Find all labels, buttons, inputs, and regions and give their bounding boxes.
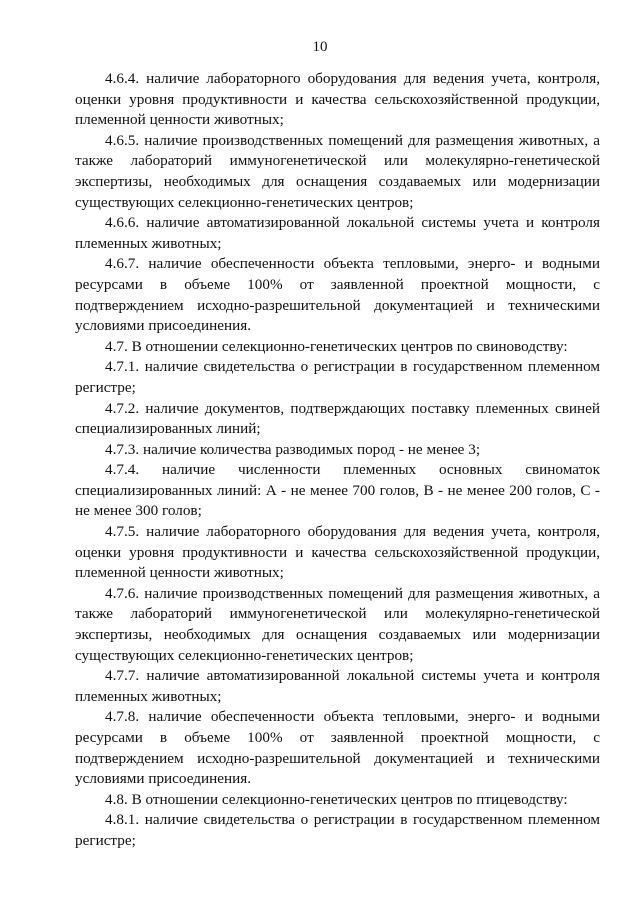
paragraph-4-6-4: 4.6.4. наличие лабораторного оборудования для ведения учета, контроля, оценки уровня продуктивности и качества сельскохозяйственной продукции, племенной ценности животных;	[75, 70, 600, 129]
paragraph-4-8: 4.8. В отношении селекционно-генетических центров по птицеводству:	[105, 790, 568, 808]
page-number: 10	[312, 39, 328, 55]
paragraph-4-7: 4.7. В отношении селекционно-генетических центров по свиноводству:	[105, 337, 568, 355]
paragraph-4-6-7: 4.6.7. наличие обеспеченности объекта тепловыми, энерго- и водными ресурсами в объеме 100% от заявленной проектной мощности, с подтверждением исходно-разрешительной документацией и техническими условиями присоединения.	[75, 255, 600, 335]
paragraph-4-7-8: 4.7.8. наличие обеспеченности объекта тепловыми, энерго- и водными ресурсами в объеме 100% от заявленной проектной мощности, с подтверждением исходно-разрешительной документацией и техническими условиями присоединения.	[75, 708, 600, 788]
paragraph-4-7-6: 4.7.6. наличие производственных помещений для размещения животных, а также лабораторий иммуногенетической или молекулярно-генетической экспертизы, необходимых для оснащения создаваемых или модернизации существующих селекционно-генетических центров;	[75, 584, 600, 664]
paragraph-4-7-3: 4.7.3. наличие количества разводимых пород - не менее 3;	[105, 440, 481, 458]
paragraph-4-6-5: 4.6.5. наличие производственных помещений для размещения животных, а также лабораторий иммуногенетической или молекулярно-генетической экспертизы, необходимых для оснащения создаваемых или модернизации существующих селекционно-генетических центров;	[75, 131, 600, 211]
paragraph-4-6-6: 4.6.6. наличие автоматизированной локальной системы учета и контроля племенных животных;	[75, 214, 600, 252]
document-body	[75, 69, 600, 852]
paragraph-4-7-7: 4.7.7. наличие автоматизированной локальной системы учета и контроля племенных животных;	[75, 667, 600, 705]
paragraph-4-7-2: 4.7.2. наличие документов, подтверждающих поставку племенных свиней специализированных линий;	[75, 399, 600, 438]
paragraph-4-8-1: 4.8.1. наличие свидетельства о регистрации в государственном племенном регистре;	[75, 811, 600, 849]
paragraph-4-7-1: 4.7.1. наличие свидетельства о регистрации в государственном племенном регистре;	[75, 358, 600, 396]
paragraph-4-7-5: 4.7.5. наличие лабораторного оборудования для ведения учета, контроля, оценки уровня продуктивности и качества сельскохозяйственной продукции, племенной ценности животных;	[75, 523, 600, 582]
paragraph-4-7-4: 4.7.4. наличие численности племенных основных свиноматок специализированных линий: А - не менее 700 голов, В - не менее 200 голов, С - не менее 300 голов;	[75, 461, 600, 520]
